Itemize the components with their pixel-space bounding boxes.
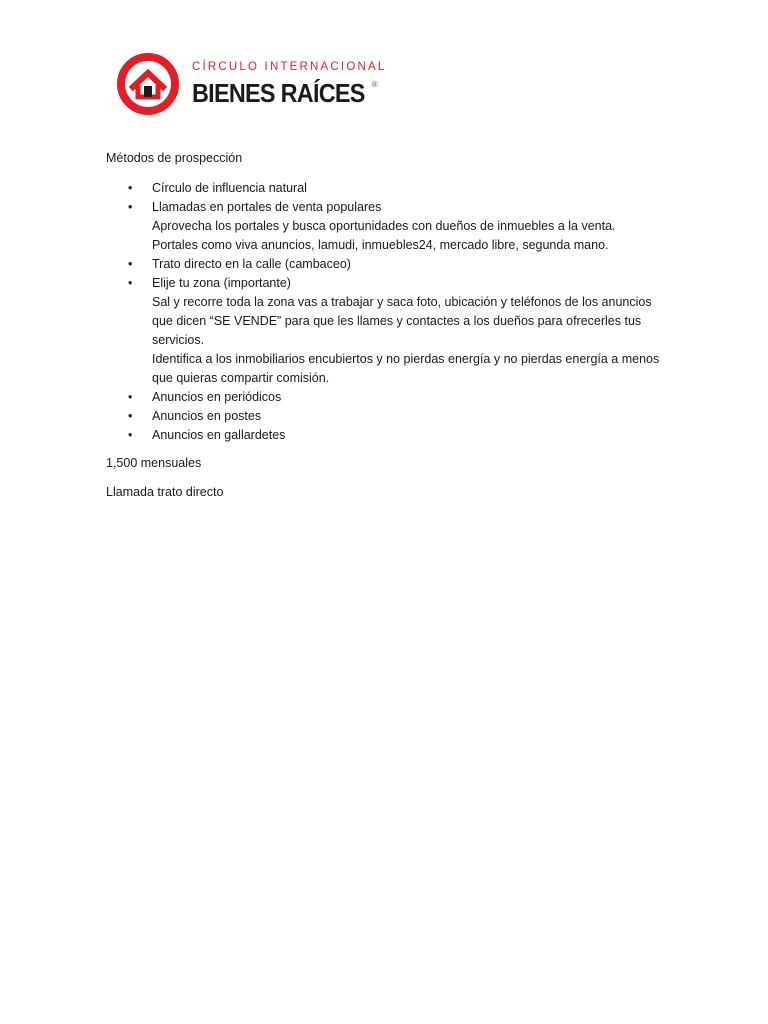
list-item	[106, 274, 666, 388]
list-item-text: Llamadas en portales de venta populares	[152, 200, 382, 214]
list-item-text: Círculo de influencia natural	[152, 181, 307, 195]
bullet-icon: •	[128, 409, 133, 423]
list-item-text: Anuncios en periódicos	[152, 390, 282, 404]
prospecting-methods-list	[106, 179, 666, 445]
list-item	[106, 407, 666, 426]
document-body	[106, 149, 666, 512]
logo-title: BIENES RAÍCES	[192, 78, 365, 108]
direct-call-text: Llamada trato directo	[106, 485, 224, 499]
list-item-detail: Aprovecha los portales y busca oportunidades con dueños de inmuebles a la venta.	[152, 219, 616, 233]
list-item-text: Anuncios en postes	[152, 409, 262, 423]
logo-text	[192, 60, 386, 108]
logo-subtitle: CÍRCULO INTERNACIONAL	[192, 61, 387, 73]
bullet-icon: •	[128, 257, 133, 271]
list-item	[106, 179, 666, 198]
list-item-detail: Identifica a los inmobiliarios encubiertos y no pierdas energía y no pierdas energía a menos que quieras compartir comisión.	[152, 352, 660, 385]
list-item-text: Trato directo en la calle (cambaceo)	[152, 257, 351, 271]
registered-mark: ®	[371, 80, 378, 89]
list-item-text: Anuncios en gallardetes	[152, 428, 286, 442]
list-item-text: Elije tu zona (importante)	[152, 276, 291, 290]
list-item	[106, 255, 666, 274]
monthly-figure-text: 1,500 mensuales	[106, 456, 202, 470]
house-logo-icon	[116, 52, 180, 116]
list-item-detail: Sal y recorre toda la zona vas a trabajar y saca foto, ubicación y teléfonos de los anuncios que dicen “SE VENDE” para que les llames y contactes a los dueños para ofrecerles tus servicios.	[152, 295, 652, 347]
list-item	[106, 426, 666, 445]
list-item-detail: Portales como viva anuncios, lamudi, inmuebles24, mercado libre, segunda mano.	[152, 238, 609, 252]
bullet-icon: •	[128, 181, 133, 195]
bullet-icon: •	[128, 276, 133, 290]
list-item	[106, 388, 666, 407]
section-heading: Métodos de prospección	[106, 151, 243, 165]
company-logo	[116, 52, 386, 116]
bullet-icon: •	[128, 428, 133, 442]
bullet-icon: •	[128, 200, 133, 214]
list-item	[106, 198, 666, 255]
bullet-icon: •	[128, 390, 133, 404]
